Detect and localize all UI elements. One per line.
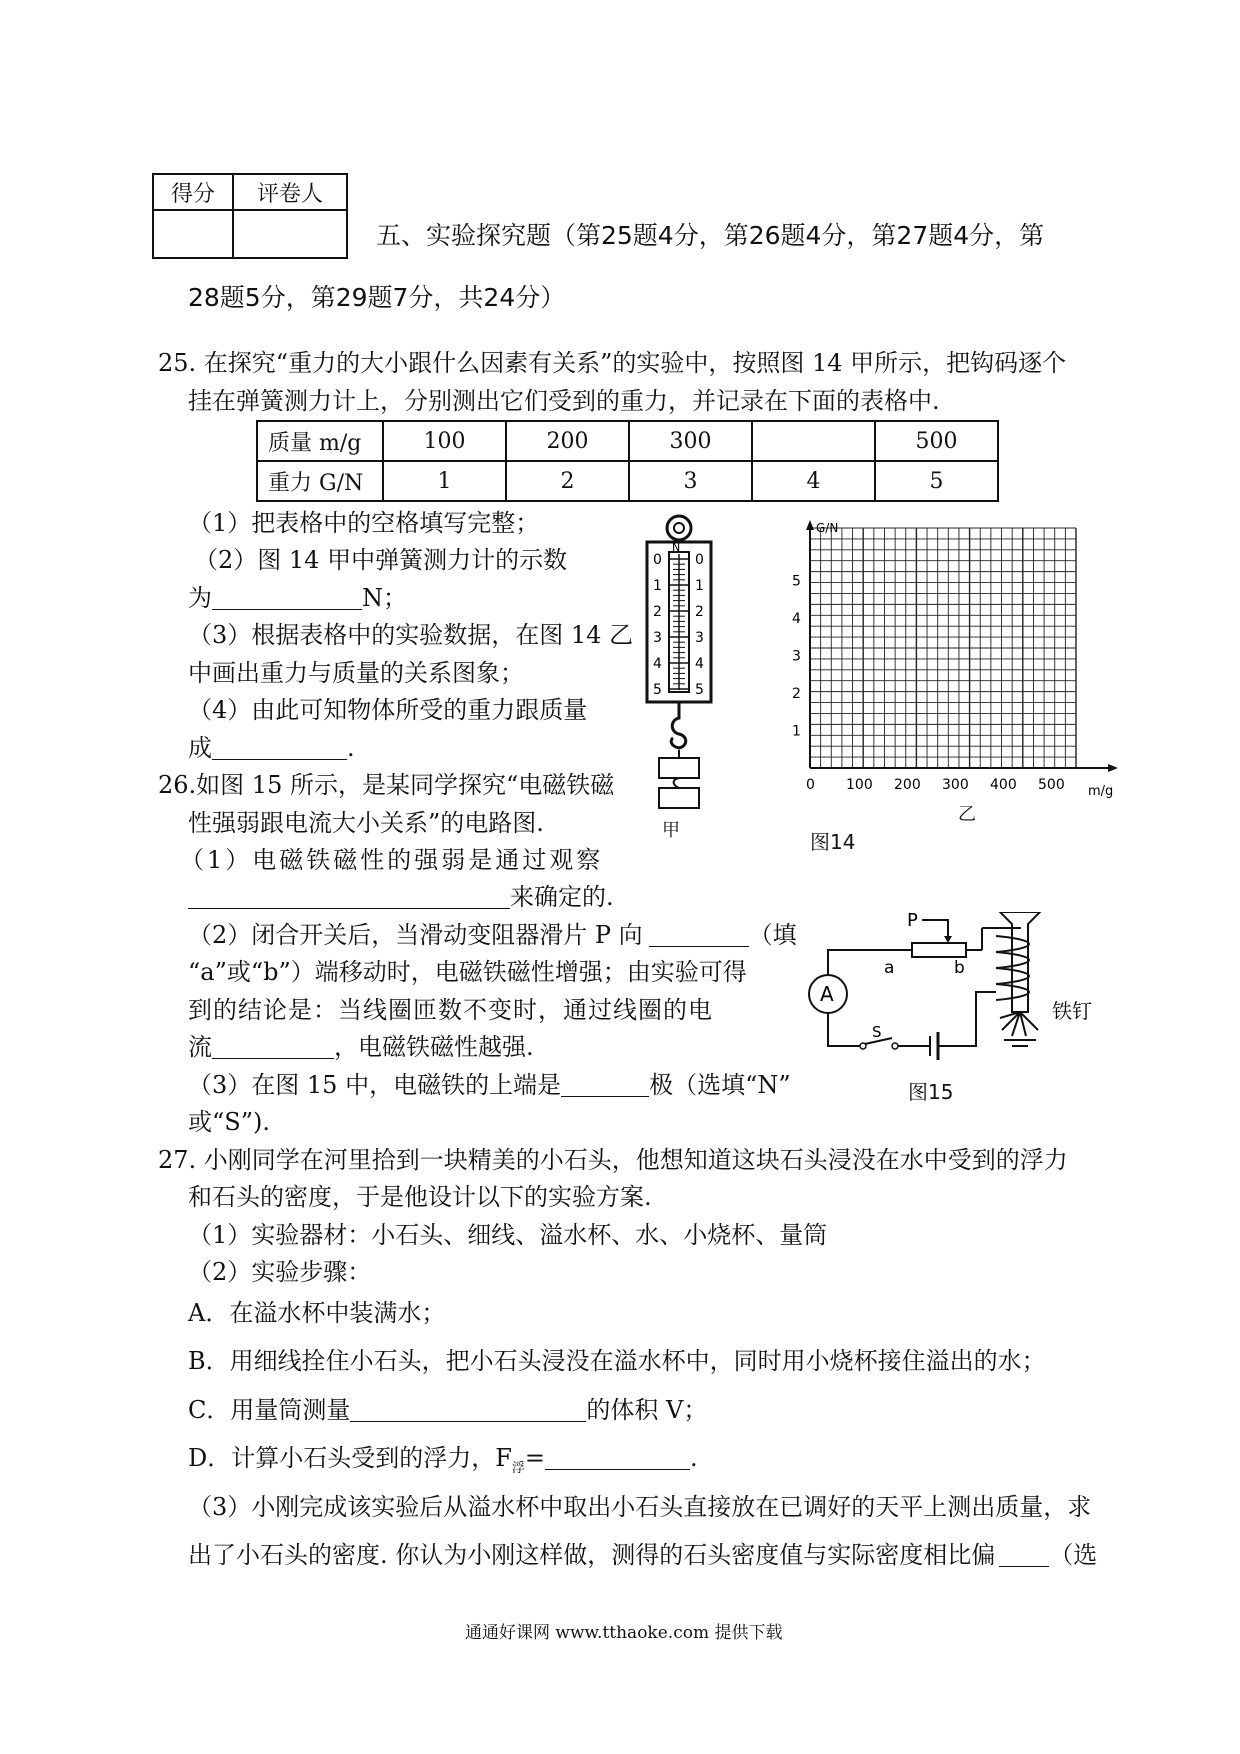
weight-label: 重力 G/N	[257, 461, 383, 501]
table-cell-blank[interactable]	[752, 421, 875, 461]
score-cell	[153, 210, 233, 258]
ammeter-label: A	[820, 982, 834, 1006]
table-cell: 500	[875, 421, 998, 461]
x-tick-label: 500	[1038, 777, 1065, 793]
grader-cell	[233, 210, 347, 258]
q27-part2: （2）实验步骤：	[188, 1258, 372, 1286]
grader-header: 评卷人	[233, 174, 347, 210]
q26-part3a: （3）在图 15 中，电磁铁的上端是 极（选填“N”	[188, 1071, 791, 1099]
answer-blank[interactable]	[561, 1072, 649, 1097]
q25-part2b: 为 N；	[188, 584, 407, 612]
spring-tick-label: 4	[695, 656, 704, 672]
q25-part3b: 中画出重力与质量的关系图象；	[188, 659, 524, 687]
spring-tick-label: 2	[695, 604, 704, 620]
answer-blank[interactable]	[649, 922, 749, 947]
fig14-jia-caption: 甲	[662, 820, 680, 841]
q26-line1: 26.如图 15 所示，是某同学探究“电磁铁磁	[158, 771, 615, 799]
q26-part3b: 或“S”).	[188, 1108, 270, 1136]
spring-scale-figure	[640, 514, 720, 824]
q27-part3a: （3）小刚完成该实验后从溢水杯中取出小石头直接放在已调好的天平上测出质量，求	[188, 1493, 1092, 1521]
end-b-label: b	[954, 958, 965, 978]
mass-label: 质量 m/g	[257, 421, 383, 461]
y-tick-label: 1	[792, 723, 801, 740]
q27-line1: 27. 小刚同学在河里拾到一块精美的小石头，他想知道这块石头浸没在水中受到的浮力	[158, 1146, 1068, 1174]
table-cell: 100	[383, 421, 506, 461]
table-cell: 3	[629, 461, 752, 501]
q26-part2a: （2）闭合开关后，当滑动变阻器滑片 P 向 （填	[188, 921, 797, 949]
q26-line2: 性强弱跟电流大小关系”的电路图.	[188, 809, 544, 837]
answer-blank[interactable]	[999, 1542, 1049, 1567]
x-tick-label: 300	[942, 777, 969, 793]
q27-stepD: D．计算小石头受到的浮力，$F_浮=$ .	[188, 1444, 698, 1476]
score-box	[152, 173, 348, 259]
q26-part1b: 来确定的.	[188, 882, 614, 912]
answer-blank[interactable]	[212, 735, 347, 760]
q25-line1: 25. 在探究“重力的大小跟什么因素有关系”的实验中，按照图 14 甲所示，把钩码逐个	[158, 349, 1067, 377]
answer-blank[interactable]	[350, 1397, 586, 1422]
y-tick-label: 2	[792, 686, 801, 702]
mass-row	[257, 421, 998, 461]
table-cell: 4	[752, 461, 875, 501]
q25-part3a: （3）根据表格中的实验数据，在图 14 乙	[188, 621, 634, 649]
answer-blank[interactable]	[212, 585, 362, 610]
fig14-yi-caption: 乙	[958, 804, 976, 825]
q27-stepB: B．用细线拴住小石头，把小石头浸没在溢水杯中，同时用小烧杯接住溢出的水；	[188, 1347, 1046, 1375]
spring-tick-label: 0	[695, 552, 704, 568]
spring-top-label: N	[672, 541, 681, 554]
q26-part2d: 流 ，电磁铁磁性越强.	[188, 1033, 534, 1061]
q26-part1a: （1）电磁铁磁性的强弱是通过观察	[180, 846, 604, 874]
q25-part4b: 成 .	[188, 734, 355, 762]
q25-data-table	[256, 420, 999, 502]
spring-tick-label: 5	[653, 682, 662, 698]
x-tick-label: 400	[990, 777, 1017, 793]
circuit-diagram	[800, 912, 1110, 1072]
score-header: 得分	[153, 174, 233, 210]
q25-part1: （1）把表格中的空格填写完整；	[188, 509, 540, 537]
table-cell: 200	[506, 421, 629, 461]
spring-tick-label: 1	[695, 578, 704, 594]
graph-paper-figure	[790, 516, 1120, 806]
spring-tick-label: 2	[653, 604, 662, 620]
spring-tick-label: 0	[653, 552, 662, 568]
switch-label: S	[872, 1023, 882, 1041]
end-a-label: a	[884, 958, 895, 978]
q25-part2a: （2）图 14 甲中弹簧测力计的示数	[194, 546, 568, 574]
spring-tick-label: 3	[695, 630, 704, 646]
footer: 通通好课网 www.tthaoke.com 提供下载	[465, 1623, 783, 1643]
y-tick-label: 4	[792, 611, 801, 627]
fig14-caption: 图14	[810, 830, 856, 854]
q27-part3b: 出了小石头的密度. 你认为小刚这样做，测得的石头密度值与实际密度相比偏 （选	[188, 1541, 1098, 1569]
weight-row	[257, 461, 998, 501]
slider-label: P	[907, 912, 918, 931]
section-title-line1: 五、实验探究题（第25题4分，第26题4分，第27题4分，第	[376, 221, 1045, 250]
q27-line2: 和石头的密度，于是他设计以下的实验方案.	[188, 1183, 652, 1211]
y-tick-label: 5	[792, 573, 801, 590]
spring-tick-label: 4	[653, 656, 662, 672]
q27-stepC: C．用量筒测量 的体积 V；	[188, 1396, 708, 1424]
spring-tick-label: 1	[653, 578, 662, 594]
x-tick-label: 0	[806, 777, 815, 793]
q25-line2: 挂在弹簧测力计上，分别测出它们受到的重力，并记录在下面的表格中.	[188, 387, 940, 415]
table-cell: 300	[629, 421, 752, 461]
table-cell: 2	[506, 461, 629, 501]
fig15-caption: 图15	[908, 1080, 954, 1104]
y-tick-label: 3	[792, 648, 801, 665]
answer-blank[interactable]	[545, 1445, 690, 1470]
q26-part2b: “a”或“b”）端移动时，电磁铁磁性增强；由实验可得	[188, 958, 747, 986]
table-cell: 1	[383, 461, 506, 501]
spring-tick-label: 5	[695, 682, 704, 698]
nail-label: 铁钉	[1052, 999, 1092, 1023]
y-axis-label: G/N	[816, 521, 839, 535]
x-tick-label: 200	[894, 777, 921, 793]
section-title-line2: 28题5分，第29题7分，共24分）	[188, 283, 566, 312]
x-tick-label: 100	[846, 777, 873, 793]
answer-blank[interactable]	[212, 1034, 334, 1059]
q26-part2c: 到的结论是：当线圈匝数不变时，通过线圈的电	[188, 996, 713, 1024]
table-cell: 5	[875, 461, 998, 501]
q25-part4a: （4）由此可知物体所受的重力跟质量	[188, 696, 588, 724]
answer-blank[interactable]	[188, 884, 510, 909]
q27-part1: （1）实验器材：小石头、细线、溢水杯、水、小烧杯、量筒	[188, 1221, 828, 1249]
x-axis-label: m/g	[1088, 784, 1114, 799]
q27-stepA: A．在溢水杯中装满水；	[188, 1299, 446, 1327]
spring-tick-label: 3	[653, 630, 662, 646]
